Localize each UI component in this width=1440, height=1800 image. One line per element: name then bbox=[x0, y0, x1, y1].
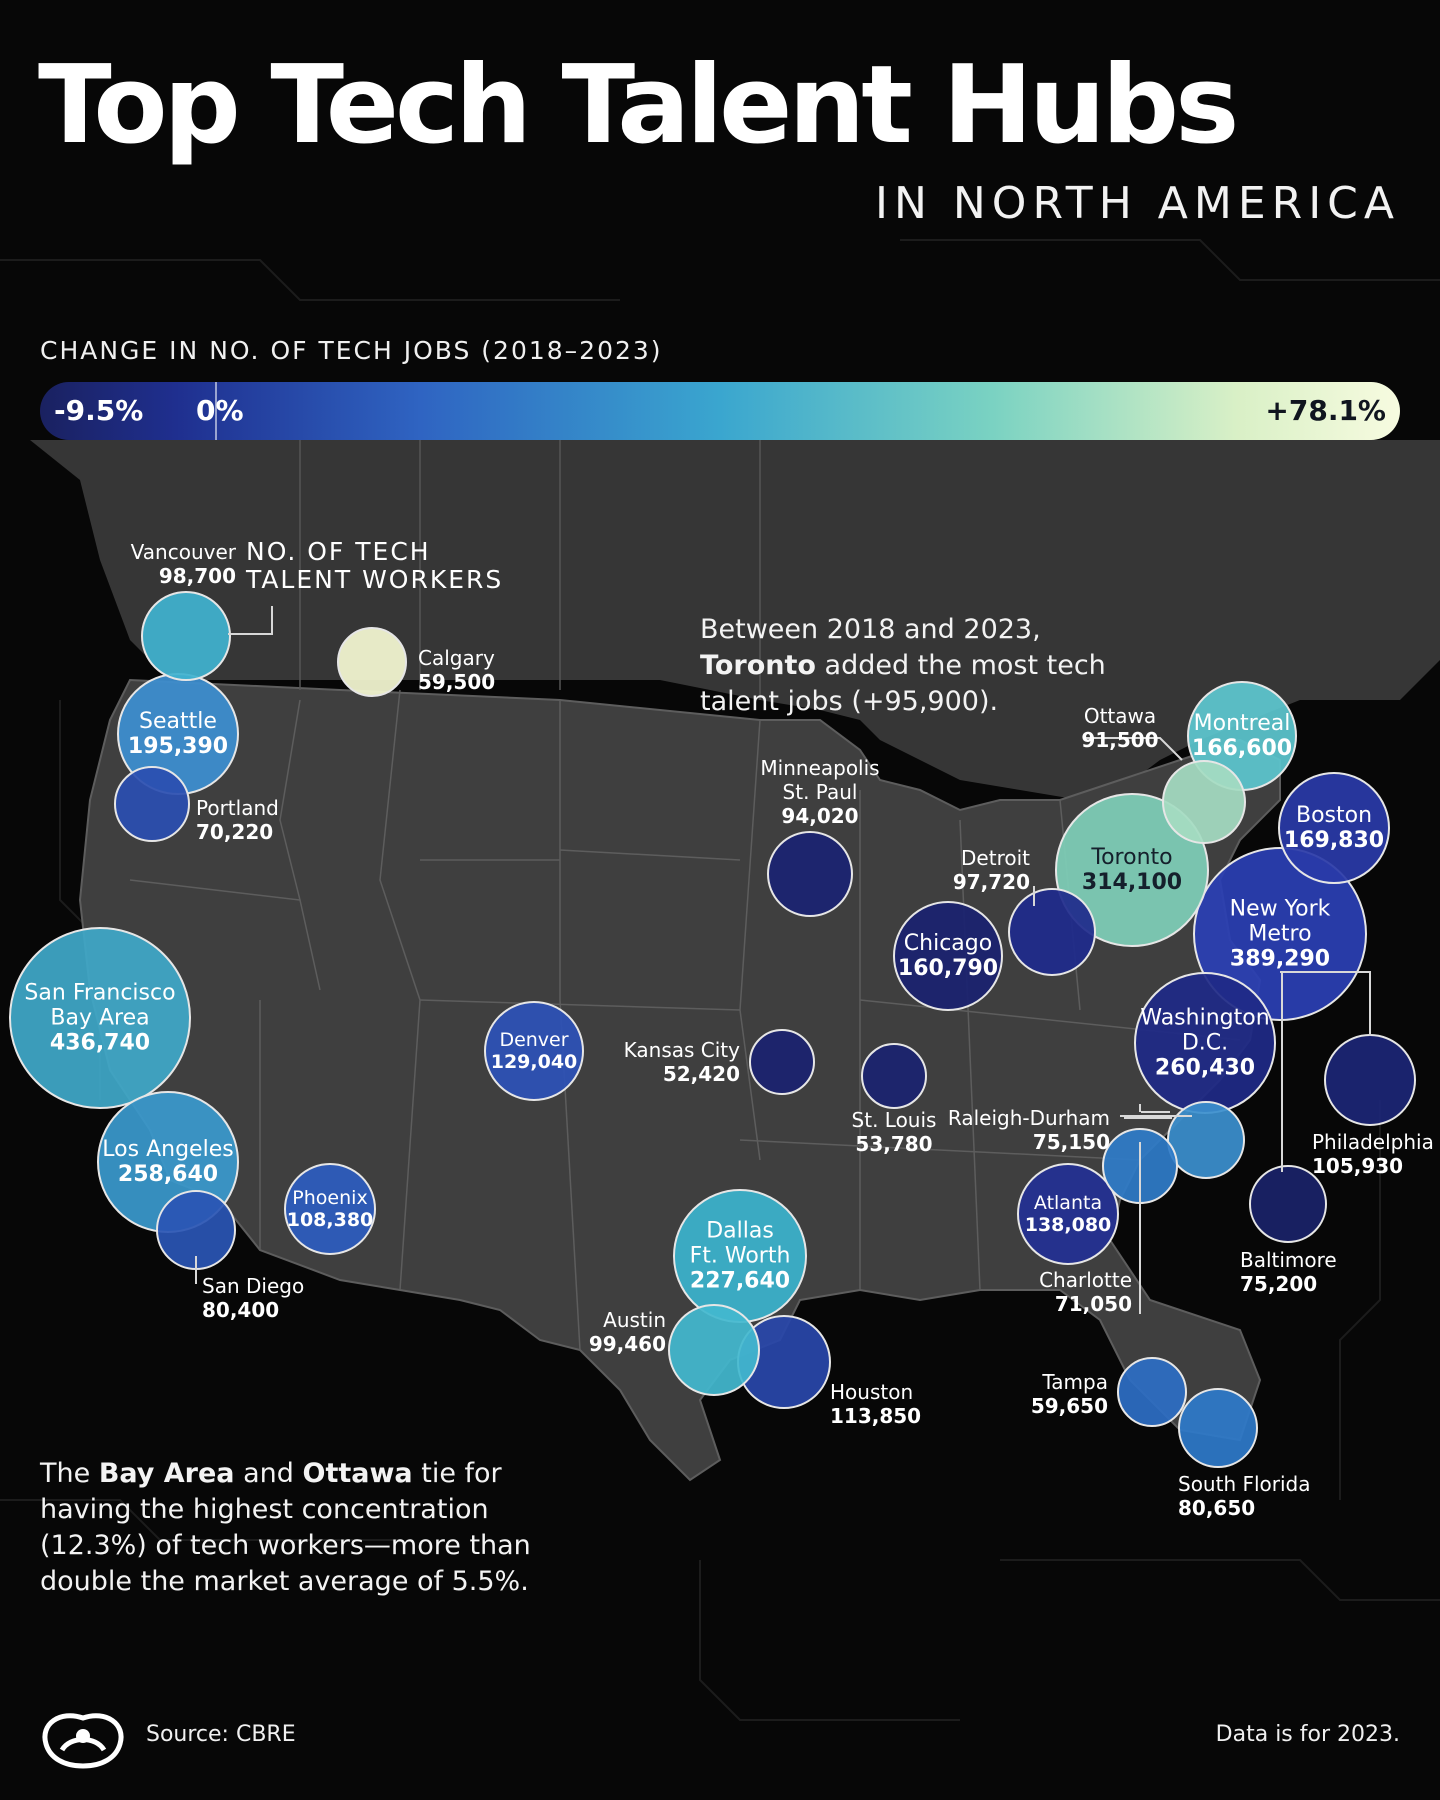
city-value: 113,850 bbox=[830, 1404, 922, 1428]
city-label-minneapolis-st-paul bbox=[760, 756, 879, 828]
city-value: 436,740 bbox=[49, 1030, 151, 1056]
city-label-seattle bbox=[128, 709, 228, 759]
city-label-san-francisco-bay-area bbox=[24, 981, 175, 1056]
city-label-calgary bbox=[418, 646, 495, 694]
city-value: 129,040 bbox=[490, 1051, 578, 1073]
city-value: 314,100 bbox=[1081, 870, 1183, 895]
city-value: 138,080 bbox=[1024, 1214, 1112, 1236]
bay-note-post: tie for having the highest concentration (12.3%) of tech workers—more than double the market average of 5.5%. bbox=[40, 1458, 531, 1597]
city-name: San Francisco Bay Area bbox=[24, 980, 176, 1031]
city-value: 160,790 bbox=[897, 956, 999, 981]
city-name: Seattle bbox=[139, 709, 217, 734]
city-value: 98,700 bbox=[158, 564, 236, 588]
city-name: Montreal bbox=[1193, 711, 1291, 736]
bubble-minneapolis-st-paul bbox=[768, 832, 852, 916]
city-label-philadelphia bbox=[1312, 1130, 1434, 1178]
scale-max-label: +78.1% bbox=[1265, 394, 1386, 427]
city-name: Tampa bbox=[1042, 1370, 1108, 1394]
bubble-philadelphia bbox=[1325, 1035, 1415, 1125]
scale-title: CHANGE IN NO. OF TECH JOBS (2018–2023) bbox=[40, 336, 663, 365]
city-label-atlanta bbox=[1025, 1192, 1112, 1236]
bay-note-bold-2: Ottawa bbox=[302, 1458, 413, 1489]
bubble-kansas-city bbox=[750, 1030, 814, 1094]
city-value: 71,050 bbox=[1054, 1292, 1132, 1316]
city-name: Portland bbox=[196, 796, 279, 820]
bubble-raleigh-durham bbox=[1168, 1102, 1244, 1178]
city-name: Ottawa bbox=[1083, 704, 1157, 728]
city-name: Minneapolis St. Paul bbox=[760, 756, 880, 804]
city-label-raleigh-durham bbox=[948, 1106, 1110, 1154]
city-name: Phoenix bbox=[292, 1187, 368, 1209]
city-value: 258,640 bbox=[117, 1162, 219, 1187]
city-label-austin bbox=[589, 1308, 666, 1356]
city-label-san-diego bbox=[202, 1274, 304, 1322]
city-name: New York Metro bbox=[1229, 896, 1331, 947]
city-label-chicago bbox=[898, 931, 998, 981]
bubble-ottawa bbox=[1163, 761, 1245, 843]
city-name: Philadelphia bbox=[1312, 1130, 1434, 1154]
city-name: San Diego bbox=[202, 1274, 305, 1298]
bubble-detroit bbox=[1009, 889, 1095, 975]
city-label-tampa bbox=[1031, 1370, 1108, 1418]
city-value: 75,150 bbox=[1032, 1130, 1110, 1154]
city-value: 80,650 bbox=[1178, 1496, 1256, 1520]
toronto-note-post: added the most tech talent jobs (+95,900). bbox=[700, 650, 1106, 717]
city-label-baltimore bbox=[1240, 1248, 1337, 1296]
bubble-portland bbox=[115, 767, 189, 841]
bubble-austin bbox=[669, 1305, 759, 1395]
city-label-dallas-ft-worth bbox=[690, 1219, 791, 1294]
bubble-vancouver bbox=[142, 592, 230, 680]
data-footnote: Data is for 2023. bbox=[1215, 1722, 1400, 1747]
page-title: Top Tech Talent Hubs bbox=[38, 43, 1236, 168]
city-value: 53,780 bbox=[855, 1132, 933, 1156]
city-label-ottawa bbox=[1081, 704, 1158, 752]
city-name: Detroit bbox=[961, 846, 1030, 870]
city-label-montreal bbox=[1192, 711, 1292, 761]
city-label-houston bbox=[830, 1380, 921, 1428]
city-name: Vancouver bbox=[130, 540, 236, 564]
city-value: 389,290 bbox=[1229, 946, 1331, 972]
page-subtitle: IN NORTH AMERICA bbox=[875, 178, 1400, 229]
city-value: 195,390 bbox=[127, 734, 229, 759]
city-name: Washington D.C. bbox=[1140, 1005, 1270, 1056]
city-name: St. Louis bbox=[851, 1108, 937, 1132]
city-name: Kansas City bbox=[623, 1038, 740, 1062]
bubble-charlotte bbox=[1103, 1129, 1177, 1203]
city-label-boston bbox=[1284, 803, 1384, 853]
city-value: 75,200 bbox=[1240, 1272, 1318, 1296]
city-value: 166,600 bbox=[1191, 736, 1293, 761]
city-name: Boston bbox=[1295, 803, 1373, 828]
city-value: 99,460 bbox=[588, 1332, 666, 1356]
legend-title: NO. OF TECH TALENT WORKERS bbox=[246, 537, 504, 594]
city-value: 94,020 bbox=[781, 804, 859, 828]
city-value: 105,930 bbox=[1312, 1154, 1404, 1178]
city-label-kansas-city bbox=[624, 1038, 740, 1086]
city-name: Dallas Ft. Worth bbox=[689, 1218, 791, 1269]
bubble-south-florida bbox=[1179, 1389, 1257, 1467]
city-name: Atlanta bbox=[1033, 1192, 1103, 1214]
city-value: 169,830 bbox=[1283, 828, 1385, 853]
city-label-new-york-metro bbox=[1230, 897, 1331, 972]
city-label-washington-d-c bbox=[1140, 1006, 1269, 1081]
city-label-charlotte bbox=[1039, 1268, 1132, 1316]
city-label-vancouver bbox=[131, 540, 236, 588]
bubble-calgary bbox=[338, 628, 406, 696]
city-name: Calgary bbox=[418, 646, 495, 670]
city-label-detroit bbox=[953, 846, 1030, 894]
city-name: Austin bbox=[603, 1308, 666, 1332]
city-value: 70,220 bbox=[196, 820, 274, 844]
city-value: 59,500 bbox=[418, 670, 496, 694]
city-label-los-angeles bbox=[102, 1137, 233, 1187]
city-name: Los Angeles bbox=[102, 1137, 234, 1162]
city-value: 52,420 bbox=[662, 1062, 740, 1086]
scale-zero-label: 0% bbox=[196, 394, 244, 427]
city-value: 227,640 bbox=[689, 1268, 791, 1294]
city-name: Denver bbox=[499, 1029, 569, 1051]
bay-note-and: and bbox=[234, 1458, 303, 1489]
bay-area-annotation bbox=[40, 1456, 560, 1600]
city-value: 260,430 bbox=[1154, 1055, 1256, 1081]
city-name: Houston bbox=[830, 1380, 914, 1404]
city-value: 108,380 bbox=[286, 1209, 374, 1231]
city-label-phoenix bbox=[287, 1187, 374, 1231]
city-value: 80,400 bbox=[202, 1298, 280, 1322]
city-name: Chicago bbox=[903, 931, 993, 956]
city-name: South Florida bbox=[1178, 1472, 1311, 1496]
bay-note-pre: The bbox=[40, 1458, 99, 1489]
city-name: Charlotte bbox=[1039, 1268, 1132, 1292]
source-label: Source: CBRE bbox=[146, 1722, 296, 1747]
visual-capitalist-logo-icon bbox=[40, 1710, 126, 1770]
toronto-note-pre: Between 2018 and 2023, bbox=[700, 614, 1041, 645]
city-name: Raleigh-Durham bbox=[947, 1106, 1110, 1130]
bay-note-bold-1: Bay Area bbox=[98, 1458, 235, 1489]
city-value: 91,500 bbox=[1081, 728, 1159, 752]
toronto-annotation bbox=[700, 612, 1120, 720]
bubble-san-diego bbox=[157, 1191, 235, 1269]
city-value: 97,720 bbox=[952, 870, 1030, 894]
city-value: 59,650 bbox=[1030, 1394, 1108, 1418]
city-label-denver bbox=[491, 1029, 578, 1073]
city-label-st-louis bbox=[852, 1108, 937, 1156]
bubble-tampa bbox=[1118, 1358, 1186, 1426]
city-name: Toronto bbox=[1091, 845, 1173, 870]
bubble-st-louis bbox=[862, 1044, 926, 1108]
city-label-portland bbox=[196, 796, 279, 844]
city-name: Baltimore bbox=[1240, 1248, 1337, 1272]
scale-min-label: -9.5% bbox=[54, 394, 144, 427]
city-label-south-florida bbox=[1178, 1472, 1311, 1520]
city-label-toronto bbox=[1082, 845, 1182, 895]
toronto-note-bold: Toronto bbox=[700, 650, 816, 681]
